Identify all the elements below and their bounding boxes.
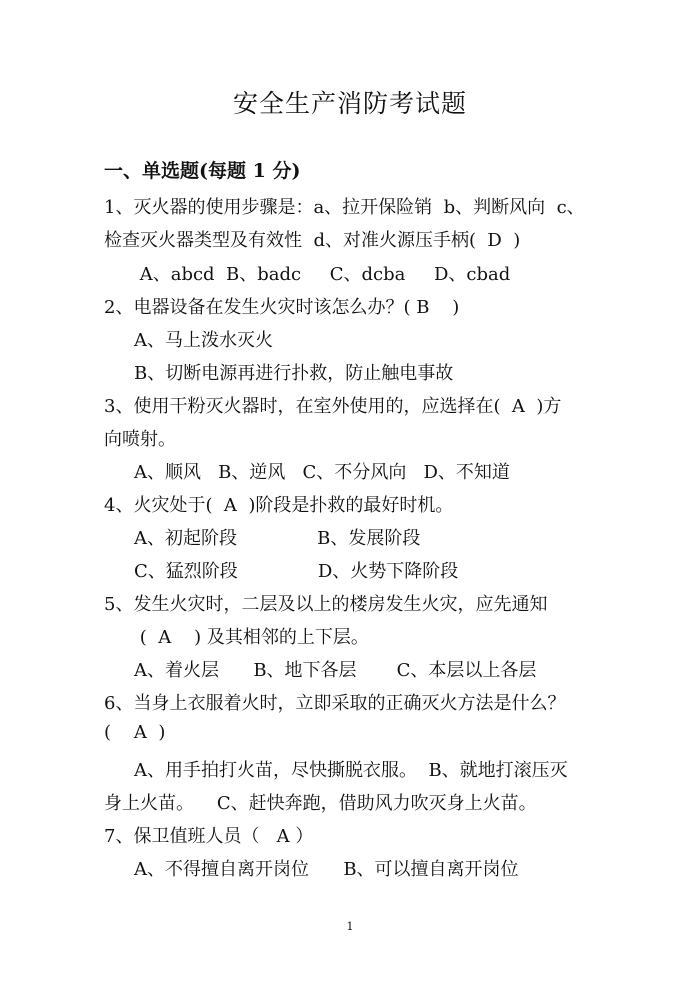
q5-line-1: 5、发生火灾时，二层及以上的楼房发生火灾，应先通知 [104, 594, 548, 615]
q3-line-2: 向喷射。 [104, 429, 176, 450]
q5-line-2: ( A ) 及其相邻的上下层。 [134, 627, 369, 648]
q7-question: 7、保卫值班人员（ A ） [104, 826, 314, 847]
q2-option-b: B、切断电源再进行扑救，防止触电事故 [134, 363, 454, 384]
q6-line-1: 6、当身上衣服着火时，立即采取的正确灭火方法是什么？ [104, 693, 566, 714]
q1-options: A、abcd B、badc C、dcba D、cbad [134, 264, 511, 285]
q3-options: A、顺风 B、逆风 C、不分风向 D、不知道 [134, 462, 510, 483]
q1-line-1: 1、灭火器的使用步骤是：a、拉开保险销 b、判断风向 c、 [104, 197, 585, 218]
section-heading: 一、单选题(每题 1 分) [104, 160, 301, 182]
q6-options-line-2: 身上火苗。 C、赶快奔跑，借助风力吹灭身上火苗。 [104, 793, 537, 814]
q5-options: A、着火层 B、地下各层 C、本层以上各层 [134, 660, 537, 681]
q4-options-row-2: C、猛烈阶段 D、火势下降阶段 [134, 561, 459, 582]
q6-options-line-1: A、用手拍打火苗，尽快撕脱衣服。 B、就地打滚压灭 [134, 760, 568, 781]
q6-line-2: ( A ) [104, 722, 166, 743]
q1-line-2: 检查灭火器类型及有效性 d、对准火源压手柄( D ) [104, 230, 521, 251]
q2-question: 2、电器设备在发生火灾时该怎么办？( B ) [104, 297, 460, 318]
q2-option-a: A、马上泼水灭火 [134, 330, 273, 351]
q4-question: 4、火灾处于( A )阶段是扑救的最好时机。 [104, 495, 454, 516]
page-number: 1 [346, 920, 354, 933]
page-title: 安全生产消防考试题 [232, 89, 467, 118]
q7-options: A、不得擅自离开岗位 B、可以擅自离开岗位 [134, 859, 519, 880]
q3-line-1: 3、使用干粉灭火器时，在室外使用的，应选择在( A )方 [104, 396, 562, 417]
q4-options-row-1: A、初起阶段 B、发展阶段 [134, 528, 421, 549]
